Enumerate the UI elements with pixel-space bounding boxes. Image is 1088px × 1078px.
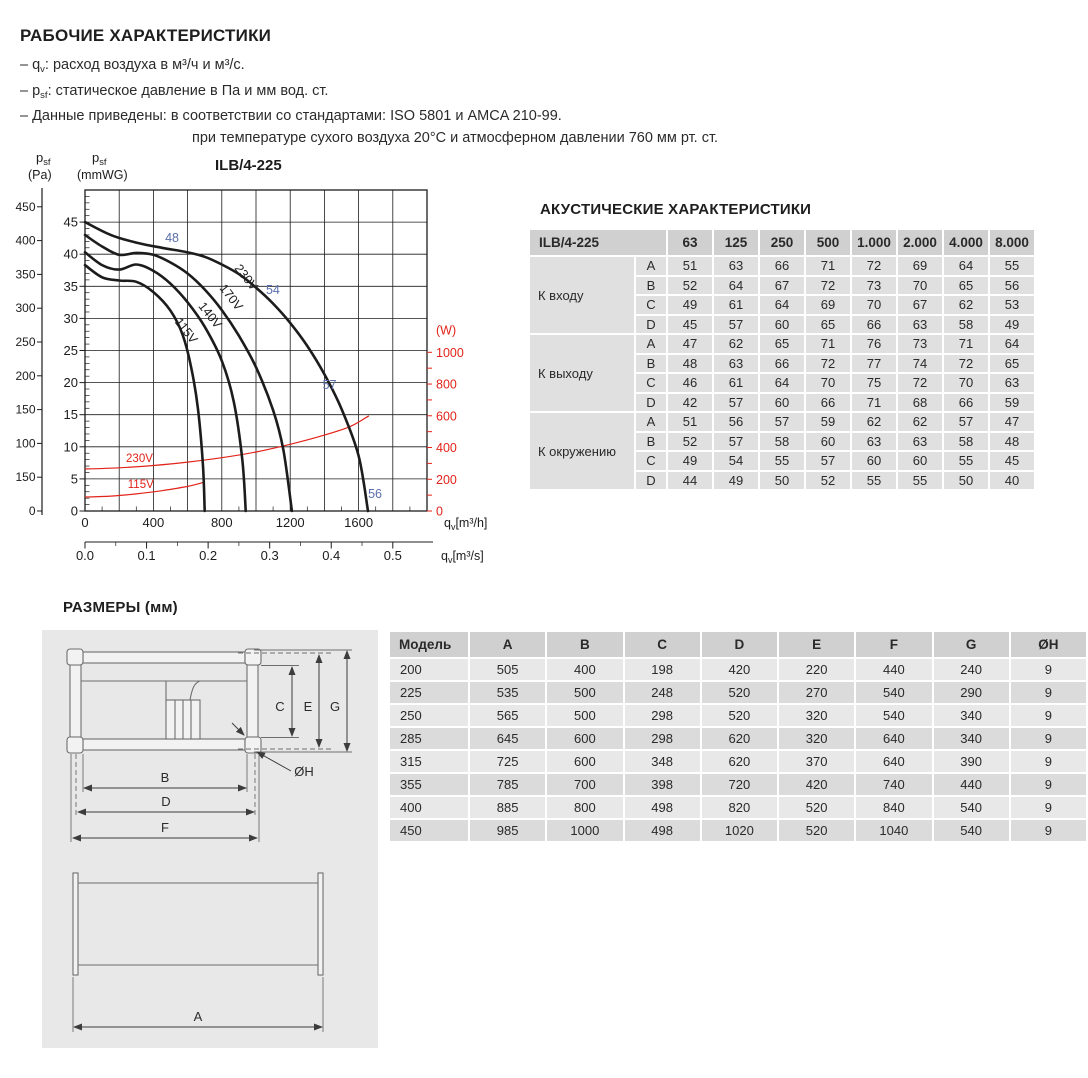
pa-tick-label: 200	[15, 368, 36, 383]
acoustic-value-cell: 69	[806, 296, 850, 314]
acoustic-value-cell: 62	[852, 413, 896, 431]
mmwg-axis-title: $p_{sf}$	[92, 150, 107, 167]
dims-value-cell: 500	[547, 682, 622, 703]
dims-value-cell: 985	[470, 820, 545, 841]
dims-value-cell: 400	[547, 659, 622, 680]
acoustic-value-cell: 63	[714, 355, 758, 373]
dims-column-header: F	[856, 632, 931, 657]
dims-value-cell: 370	[779, 751, 854, 772]
acoustic-value-cell: 62	[944, 296, 988, 314]
x-tick-label: 0	[81, 515, 89, 530]
mmwg-tick-label: 35	[63, 278, 78, 294]
pa-tick-label: 350	[15, 267, 36, 282]
acoustic-value-cell: 77	[852, 355, 896, 373]
acoustic-value-cell: 70	[852, 296, 896, 314]
dims-value-cell: 240	[934, 659, 1009, 680]
acoustic-value-cell: 66	[806, 394, 850, 412]
acoustic-row-key: D	[636, 394, 666, 412]
x-axis-unit-label: $q_v[m^3/h]$	[444, 516, 488, 532]
dims-column-header: D	[702, 632, 777, 657]
performance-chart	[0, 148, 500, 578]
acoustic-value-cell: 61	[714, 374, 758, 392]
acoustic-value-cell: 64	[714, 277, 758, 295]
acoustic-value-cell: 42	[668, 394, 712, 412]
dim-label-a: A	[193, 1009, 203, 1024]
dim-label-c: C	[275, 699, 285, 714]
acoustic-value-cell: 66	[760, 257, 804, 275]
acoustic-value-cell: 71	[944, 335, 988, 353]
pressure-curve-170V	[85, 235, 292, 511]
acoustic-value-cell: 60	[760, 316, 804, 334]
dims-value-cell: 390	[934, 751, 1009, 772]
dims-value-cell: 9	[1011, 705, 1086, 726]
acoustic-value-cell: 72	[852, 257, 896, 275]
x2-axis-unit-label: $q_v[m^3/s]$	[441, 549, 484, 565]
acoustic-value-cell: 72	[806, 355, 850, 373]
mmwg-tick-label: 30	[63, 310, 78, 326]
pa-tick-label: 450	[15, 199, 36, 214]
acoustic-value-cell: 60	[806, 433, 850, 451]
acoustic-value-cell: 49	[990, 316, 1034, 334]
fan-top-view	[67, 649, 261, 753]
dims-model-cell: 285	[390, 728, 468, 749]
x-tick-label: 400	[142, 515, 165, 530]
dims-value-cell: 535	[470, 682, 545, 703]
dimensions-drawing	[42, 630, 378, 1048]
acoustic-value-cell: 66	[944, 394, 988, 412]
dims-value-cell: 840	[856, 797, 931, 818]
acoustic-value-cell: 64	[944, 257, 988, 275]
acoustic-value-cell: 73	[898, 335, 942, 353]
dims-column-header: A	[470, 632, 545, 657]
dims-column-header: G	[934, 632, 1009, 657]
dims-value-cell: 348	[625, 751, 700, 772]
mmwg-tick-label: 40	[63, 246, 78, 262]
dims-value-cell: 520	[702, 682, 777, 703]
dims-value-cell: 800	[547, 797, 622, 818]
dim-label-e: E	[303, 699, 313, 714]
w-tick-label: 600	[436, 409, 457, 424]
acoustic-value-cell: 67	[760, 277, 804, 295]
dims-value-cell: 420	[779, 774, 854, 795]
acoustic-value-cell: 69	[898, 257, 942, 275]
acoustic-value-cell: 63	[898, 433, 942, 451]
dims-value-cell: 398	[625, 774, 700, 795]
acoustic-value-cell: 57	[760, 413, 804, 431]
acoustic-value-cell: 71	[852, 394, 896, 412]
acoustic-value-cell: 70	[806, 374, 850, 392]
x2-tick-label: 0.3	[260, 548, 279, 563]
dimensions-section-title: РАЗМЕРЫ (мм)	[63, 599, 178, 616]
acoustic-value-cell: 60	[852, 452, 896, 470]
pressure-curve-label: 230V	[231, 261, 261, 294]
pa-tick-label: 0	[28, 504, 36, 518]
acoustic-value-cell: 50	[944, 472, 988, 490]
acoustic-model-header: ILB/4-225	[530, 230, 666, 255]
mmwg-tick-label: 10	[63, 439, 78, 455]
dims-value-cell: 620	[702, 728, 777, 749]
mmwg-tick-label: 5	[70, 471, 78, 487]
dims-model-cell: 250	[390, 705, 468, 726]
dims-value-cell: 9	[1011, 751, 1086, 772]
acoustic-value-cell: 63	[852, 433, 896, 451]
dims-value-cell: 340	[934, 705, 1009, 726]
acoustic-value-cell: 47	[990, 413, 1034, 431]
acoustic-value-cell: 60	[760, 394, 804, 412]
dims-value-cell: 540	[856, 682, 931, 703]
acoustic-value-cell: 76	[852, 335, 896, 353]
acoustic-row-key: C	[636, 452, 666, 470]
acoustic-value-cell: 46	[668, 374, 712, 392]
acoustic-value-cell: 65	[760, 335, 804, 353]
dim-label-f: F	[161, 820, 169, 835]
w-axis-unit: (W)	[436, 323, 457, 338]
acoustic-row-key: C	[636, 374, 666, 392]
acoustic-value-cell: 62	[898, 413, 942, 431]
acoustic-value-cell: 72	[806, 277, 850, 295]
acoustic-value-cell: 57	[714, 316, 758, 334]
acoustic-value-cell: 75	[852, 374, 896, 392]
pa-tick-label: 150	[15, 470, 36, 485]
acoustic-frequency-header: 8.000	[990, 230, 1034, 255]
chart-title: ILB/4-225	[215, 157, 282, 174]
dims-value-cell: 645	[470, 728, 545, 749]
dims-value-cell: 320	[779, 728, 854, 749]
w-tick-label: 0	[436, 504, 443, 519]
x-tick-label: 1600	[344, 515, 374, 530]
acoustic-frequency-header: 4.000	[944, 230, 988, 255]
mmwg-tick-label: 25	[63, 343, 78, 358]
dims-column-header: C	[625, 632, 700, 657]
dims-value-cell: 9	[1011, 797, 1086, 818]
acoustic-row-key: A	[636, 413, 666, 431]
acoustic-value-cell: 52	[668, 433, 712, 451]
acoustic-value-cell: 55	[944, 452, 988, 470]
dims-model-cell: 450	[390, 820, 468, 841]
pa-tick-label: 300	[15, 301, 36, 316]
working-note: – $q_v$: расход воздуха в м³/ч и м³/с.	[20, 57, 245, 75]
acoustic-value-cell: 59	[806, 413, 850, 431]
acoustic-value-cell: 65	[806, 316, 850, 334]
dims-column-header: B	[547, 632, 622, 657]
acoustic-value-cell: 73	[852, 277, 896, 295]
pa-tick-label: 150	[15, 402, 36, 417]
dims-value-cell: 885	[470, 797, 545, 818]
acoustic-value-cell: 67	[898, 296, 942, 314]
w-tick-label: 200	[436, 472, 457, 487]
w-tick-label: 1000	[436, 345, 464, 360]
dims-value-cell: 540	[856, 705, 931, 726]
working-note: – $p_{sf}$: статическое давление в Па и мм вод. ст.	[20, 82, 329, 101]
working-note: – Данные приведены: в соответствии со стандартами: ISO 5801 и AMCA 210-99.	[20, 108, 562, 124]
dims-value-cell: 9	[1011, 820, 1086, 841]
acoustic-value-cell: 71	[806, 257, 850, 275]
dims-model-cell: 400	[390, 797, 468, 818]
dims-value-cell: 248	[625, 682, 700, 703]
acoustic-value-cell: 64	[990, 335, 1034, 353]
pa-tick-label: 400	[15, 233, 36, 248]
dims-value-cell: 540	[934, 820, 1009, 841]
mmwg-tick-label: 15	[63, 407, 78, 423]
acoustic-value-cell: 63	[990, 374, 1034, 392]
acoustic-value-cell: 55	[852, 472, 896, 490]
dims-value-cell: 505	[470, 659, 545, 680]
acoustic-value-cell: 55	[898, 472, 942, 490]
acoustic-frequency-header: 63	[668, 230, 712, 255]
fan-side-view	[73, 873, 323, 975]
sound-level-label: 57	[322, 378, 337, 393]
dims-value-cell: 640	[856, 751, 931, 772]
acoustic-value-cell: 45	[668, 316, 712, 334]
dims-value-cell: 725	[470, 751, 545, 772]
acoustic-value-cell: 66	[852, 316, 896, 334]
dims-value-cell: 565	[470, 705, 545, 726]
mmwg-tick-label: 0	[70, 503, 78, 519]
acoustic-value-cell: 64	[760, 296, 804, 314]
acoustic-row-key: D	[636, 316, 666, 334]
working-notes-list	[20, 55, 718, 149]
acoustic-group-label: К выходу	[530, 335, 634, 411]
x2-tick-label: 0.1	[137, 548, 156, 563]
acoustic-group-label: К окружению	[530, 413, 634, 489]
x2-tick-label: 0.0	[75, 548, 95, 563]
mmwg-tick-label: 20	[63, 375, 78, 391]
dims-value-cell: 440	[934, 774, 1009, 795]
acoustic-value-cell: 49	[668, 296, 712, 314]
acoustic-value-cell: 48	[990, 433, 1034, 451]
dims-value-cell: 520	[779, 820, 854, 841]
acoustic-value-cell: 60	[898, 452, 942, 470]
acoustic-value-cell: 62	[714, 335, 758, 353]
acoustic-row-key: B	[636, 355, 666, 373]
acoustic-value-cell: 74	[898, 355, 942, 373]
acoustic-value-cell: 57	[944, 413, 988, 431]
pressure-curve-label: 140V	[195, 299, 225, 332]
acoustic-value-cell: 45	[990, 452, 1034, 470]
x2-tick-label: 0.4	[322, 548, 341, 563]
sound-level-label: 54	[265, 283, 280, 298]
dims-value-cell: 500	[547, 705, 622, 726]
acoustic-value-cell: 68	[898, 394, 942, 412]
pa-tick-label: 100	[15, 436, 36, 451]
acoustic-value-cell: 40	[990, 472, 1034, 490]
acoustic-value-cell: 51	[668, 413, 712, 431]
acoustic-value-cell: 56	[714, 413, 758, 431]
w-tick-label: 400	[436, 441, 457, 456]
dims-value-cell: 540	[934, 797, 1009, 818]
acoustic-value-cell: 49	[668, 452, 712, 470]
dims-model-cell: 225	[390, 682, 468, 703]
acoustic-group-label: К входу	[530, 257, 634, 333]
dims-value-cell: 520	[702, 705, 777, 726]
acoustic-value-cell: 52	[668, 277, 712, 295]
acoustic-value-cell: 44	[668, 472, 712, 490]
dim-label-b: B	[160, 770, 170, 785]
acoustic-value-cell: 58	[944, 433, 988, 451]
acoustic-row-key: A	[636, 257, 666, 275]
dims-value-cell: 298	[625, 705, 700, 726]
acoustic-frequency-header: 125	[714, 230, 758, 255]
w-tick-label: 800	[436, 377, 457, 392]
mmwg-axis-unit: (mmWG)	[77, 168, 128, 182]
acoustic-value-cell: 57	[714, 394, 758, 412]
acoustic-row-key: D	[636, 472, 666, 490]
pressure-curve-label: 170V	[216, 281, 246, 314]
acoustic-value-cell: 65	[944, 277, 988, 295]
dims-value-cell: 740	[856, 774, 931, 795]
acoustic-frequency-header: 2.000	[898, 230, 942, 255]
dims-value-cell: 440	[856, 659, 931, 680]
dims-model-cell: 200	[390, 659, 468, 680]
acoustic-frequency-header: 250	[760, 230, 804, 255]
acoustic-value-cell: 52	[806, 472, 850, 490]
pressure-curve-label: 115V	[171, 315, 201, 347]
dims-value-cell: 9	[1011, 774, 1086, 795]
acoustic-table	[530, 230, 1034, 489]
dims-model-cell: 315	[390, 751, 468, 772]
acoustic-value-cell: 63	[714, 257, 758, 275]
x2-tick-label: 0.5	[383, 548, 402, 563]
pa-axis-unit: (Pa)	[28, 168, 52, 182]
dims-value-cell: 1040	[856, 820, 931, 841]
sound-level-label: 48	[165, 231, 179, 246]
x-tick-label: 1200	[275, 515, 305, 530]
acoustic-frequency-header: 500	[806, 230, 850, 255]
acoustic-value-cell: 72	[898, 374, 942, 392]
mmwg-tick-label: 45	[63, 214, 78, 230]
dims-value-cell: 820	[702, 797, 777, 818]
dims-value-cell: 785	[470, 774, 545, 795]
acoustic-value-cell: 58	[944, 316, 988, 334]
dims-value-cell: 340	[934, 728, 1009, 749]
acoustic-value-cell: 65	[990, 355, 1034, 373]
dims-value-cell: 298	[625, 728, 700, 749]
acoustic-value-cell: 54	[714, 452, 758, 470]
dims-value-cell: 320	[779, 705, 854, 726]
dims-value-cell: 290	[934, 682, 1009, 703]
acoustic-value-cell: 48	[668, 355, 712, 373]
x-tick-label: 800	[210, 515, 233, 530]
acoustic-row-key: B	[636, 277, 666, 295]
dim-label-oh: ØH	[294, 764, 314, 779]
dims-value-cell: 640	[856, 728, 931, 749]
acoustic-value-cell: 51	[668, 257, 712, 275]
dims-model-cell: 355	[390, 774, 468, 795]
dims-value-cell: 9	[1011, 728, 1086, 749]
dims-value-cell: 270	[779, 682, 854, 703]
power-curve-label: 115V	[127, 478, 154, 491]
x2-tick-label: 0.2	[199, 548, 218, 563]
dims-value-cell: 700	[547, 774, 622, 795]
dims-value-cell: 220	[779, 659, 854, 680]
dims-value-cell: 9	[1011, 682, 1086, 703]
acoustic-value-cell: 47	[668, 335, 712, 353]
acoustic-row-key: C	[636, 296, 666, 314]
sound-level-label: 56	[368, 487, 382, 502]
acoustic-value-cell: 66	[760, 355, 804, 373]
dims-value-cell: 600	[547, 728, 622, 749]
dims-value-cell: 1020	[702, 820, 777, 841]
acoustic-section-title: АКУСТИЧЕСКИЕ ХАРАКТЕРИСТИКИ	[540, 201, 812, 218]
acoustic-value-cell: 55	[990, 257, 1034, 275]
acoustic-value-cell: 61	[714, 296, 758, 314]
acoustic-value-cell: 64	[760, 374, 804, 392]
acoustic-row-key: B	[636, 433, 666, 451]
acoustic-value-cell: 71	[806, 335, 850, 353]
dims-value-cell: 720	[702, 774, 777, 795]
dims-value-cell: 1000	[547, 820, 622, 841]
dims-value-cell: 498	[625, 797, 700, 818]
dim-label-g: G	[329, 699, 341, 714]
acoustic-value-cell: 57	[714, 433, 758, 451]
dimensions-drawing-svg	[42, 630, 378, 1048]
acoustic-value-cell: 55	[760, 452, 804, 470]
working-note: при температуре сухого воздуха 20°C и атмосферном давлении 760 мм рт. ст.	[192, 129, 719, 146]
acoustic-value-cell: 70	[898, 277, 942, 295]
acoustic-value-cell: 53	[990, 296, 1034, 314]
acoustic-row-key: A	[636, 335, 666, 353]
dims-value-cell: 9	[1011, 659, 1086, 680]
dims-value-cell: 498	[625, 820, 700, 841]
pa-tick-label: 250	[15, 335, 36, 349]
acoustic-value-cell: 59	[990, 394, 1034, 412]
acoustic-value-cell: 56	[990, 277, 1034, 295]
dims-value-cell: 600	[547, 751, 622, 772]
dims-column-header: E	[779, 632, 854, 657]
acoustic-value-cell: 72	[944, 355, 988, 373]
dimensions-table	[390, 632, 1086, 841]
dims-value-cell: 520	[779, 797, 854, 818]
acoustic-value-cell: 70	[944, 374, 988, 392]
acoustic-value-cell: 49	[714, 472, 758, 490]
dim-label-d: D	[161, 794, 171, 809]
acoustic-value-cell: 50	[760, 472, 804, 490]
dims-column-header: ØH	[1011, 632, 1086, 657]
dims-value-cell: 420	[702, 659, 777, 680]
acoustic-value-cell: 63	[898, 316, 942, 334]
acoustic-frequency-header: 1.000	[852, 230, 896, 255]
acoustic-value-cell: 57	[806, 452, 850, 470]
dims-value-cell: 198	[625, 659, 700, 680]
pa-axis-title: $p_{sf}$	[36, 150, 51, 167]
dims-value-cell: 620	[702, 751, 777, 772]
power-curve-label: 230V	[126, 452, 153, 465]
dims-column-header: Модель	[390, 632, 468, 657]
acoustic-value-cell: 58	[760, 433, 804, 451]
page-title: РАБОЧИЕ ХАРАКТЕРИСТИКИ	[20, 26, 272, 45]
